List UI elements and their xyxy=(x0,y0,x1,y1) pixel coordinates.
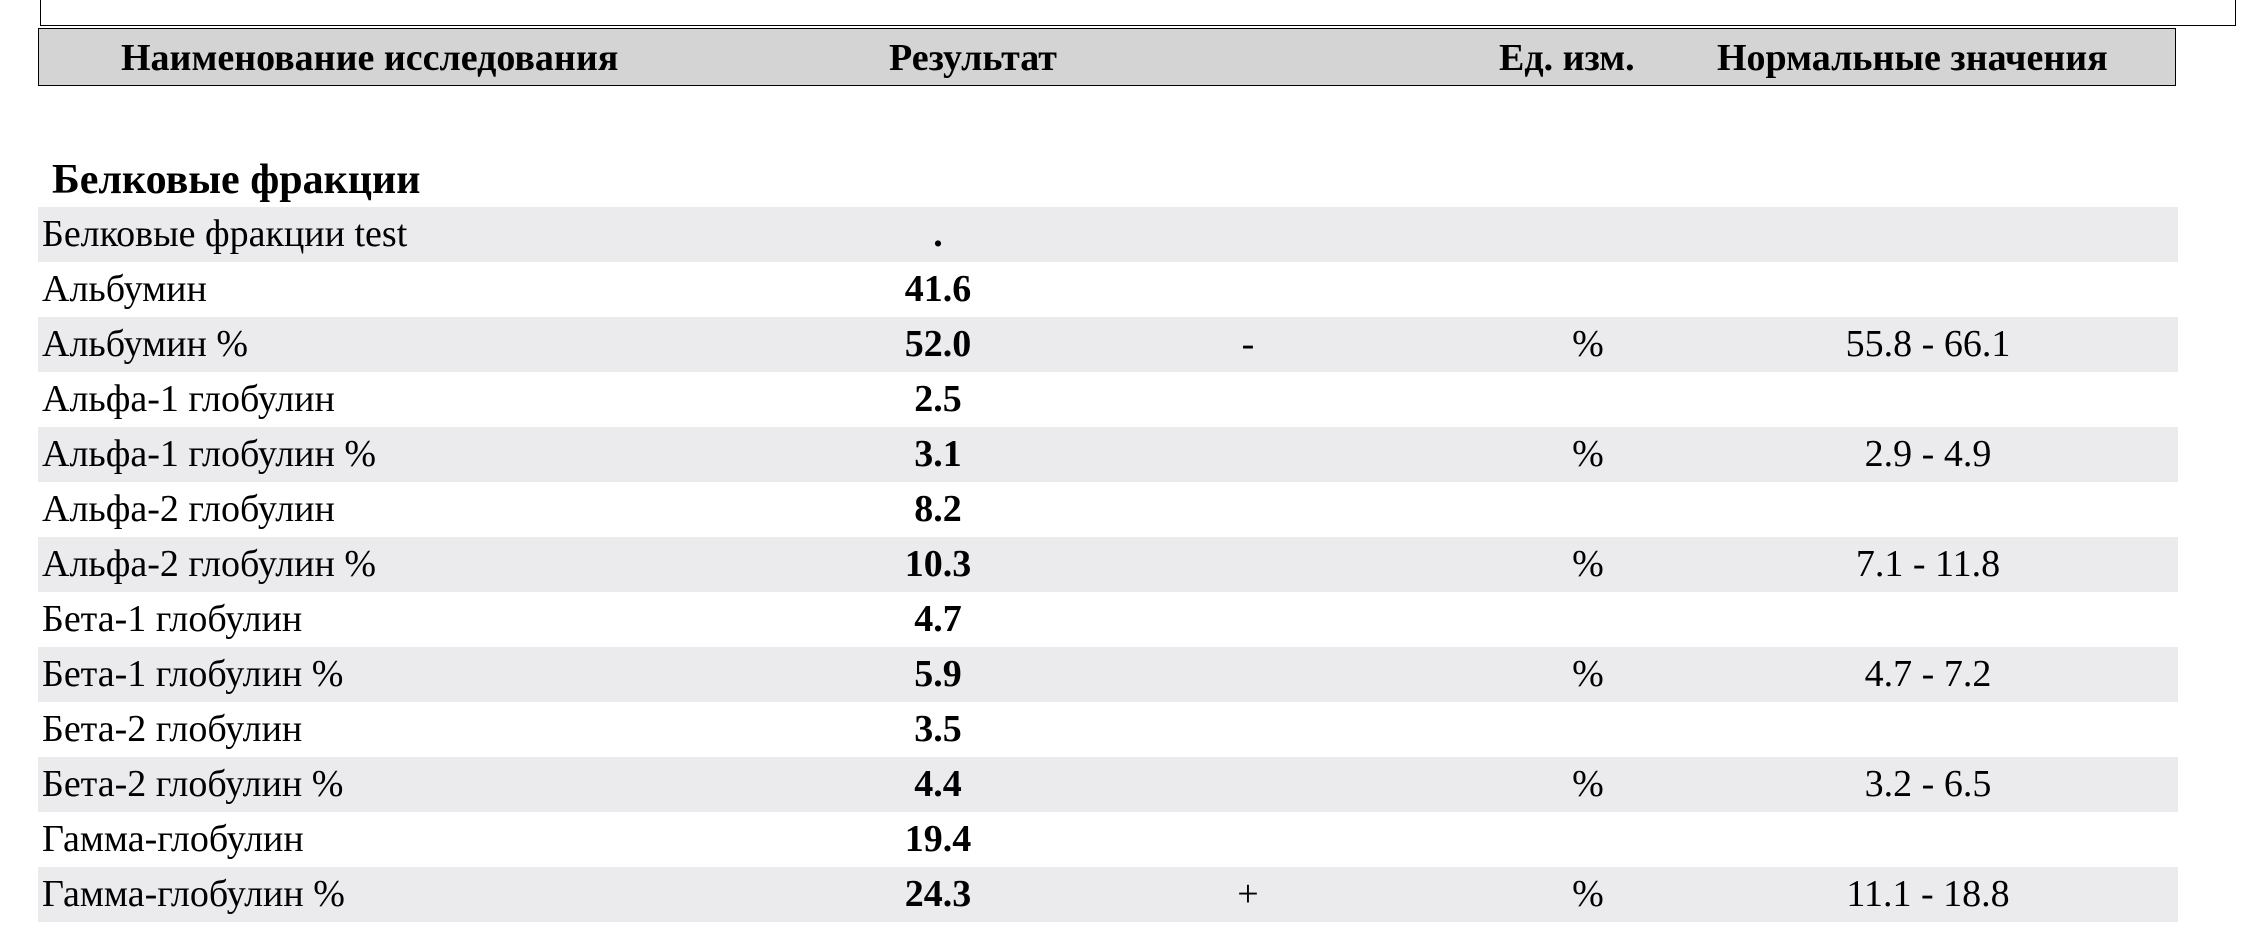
test-normal-range: 3.2 - 6.5 xyxy=(1864,763,1992,805)
table-header xyxy=(38,28,2176,86)
test-result: 19.4 xyxy=(904,818,972,860)
table-row xyxy=(38,702,2178,757)
test-name: Гамма-глобулин xyxy=(42,818,304,860)
test-normal-range: 11.1 - 18.8 xyxy=(1846,873,2010,915)
table-row xyxy=(38,482,2178,537)
test-name: Альфа-2 глобулин xyxy=(42,488,335,530)
table-row xyxy=(38,537,2178,592)
header-result: Результат xyxy=(889,37,1057,79)
test-result: 4.4 xyxy=(914,763,962,805)
test-units: % xyxy=(1572,323,1604,365)
test-result: 24.3 xyxy=(904,873,972,915)
header-test-name: Наименование исследования xyxy=(121,37,619,79)
test-name: Альфа-2 глобулин % xyxy=(42,543,377,585)
test-units: % xyxy=(1572,543,1604,585)
test-units: % xyxy=(1572,873,1604,915)
test-result: 52.0 xyxy=(904,323,972,365)
test-name: Альбумин % xyxy=(42,323,248,365)
section-title: Белковые фракции xyxy=(52,157,421,203)
test-name: Белковые фракции test xyxy=(42,213,408,255)
test-normal-range: 4.7 - 7.2 xyxy=(1864,653,1992,695)
table-row xyxy=(38,867,2178,922)
table-row xyxy=(38,592,2178,647)
test-name: Гамма-глобулин % xyxy=(42,873,345,915)
header-units: Ед. изм. xyxy=(1499,37,1635,79)
table-row xyxy=(38,372,2178,427)
test-result: 2.5 xyxy=(914,378,962,420)
test-result: 41.6 xyxy=(904,268,972,310)
test-normal-range: 7.1 - 11.8 xyxy=(1855,543,2001,585)
test-result: 10.3 xyxy=(904,543,972,585)
table-row xyxy=(38,647,2178,702)
test-name: Альфа-1 глобулин xyxy=(42,378,335,420)
test-normal-range: 55.8 - 66.1 xyxy=(1845,323,2011,365)
test-name: Альбумин xyxy=(42,268,207,310)
test-flag: + xyxy=(1237,873,1259,915)
test-name: Бета-1 глобулин % xyxy=(42,653,344,695)
test-name: Бета-2 глобулин % xyxy=(42,763,344,805)
test-flag: - xyxy=(1241,323,1255,365)
test-result: 4.7 xyxy=(914,598,962,640)
test-normal-range: 2.9 - 4.9 xyxy=(1864,433,1992,475)
test-name: Альфа-1 глобулин % xyxy=(42,433,377,475)
table-row xyxy=(38,207,2178,262)
table-row xyxy=(38,812,2178,867)
test-result: 5.9 xyxy=(914,653,962,695)
test-units: % xyxy=(1572,433,1604,475)
table-row xyxy=(38,262,2178,317)
table-row xyxy=(38,427,2178,482)
test-units: % xyxy=(1572,763,1604,805)
test-name: Бета-2 глобулин xyxy=(42,708,303,750)
test-result: 8.2 xyxy=(914,488,962,530)
test-name: Бета-1 глобулин xyxy=(42,598,303,640)
test-result: 3.5 xyxy=(914,708,962,750)
top-frame xyxy=(40,0,2236,26)
test-units: % xyxy=(1572,653,1604,695)
test-result: . xyxy=(933,213,943,255)
test-result: 3.1 xyxy=(914,433,962,475)
header-normal-values: Нормальные значения xyxy=(1717,37,2108,79)
results-table xyxy=(38,207,2178,922)
table-row xyxy=(38,317,2178,372)
table-row xyxy=(38,757,2178,812)
